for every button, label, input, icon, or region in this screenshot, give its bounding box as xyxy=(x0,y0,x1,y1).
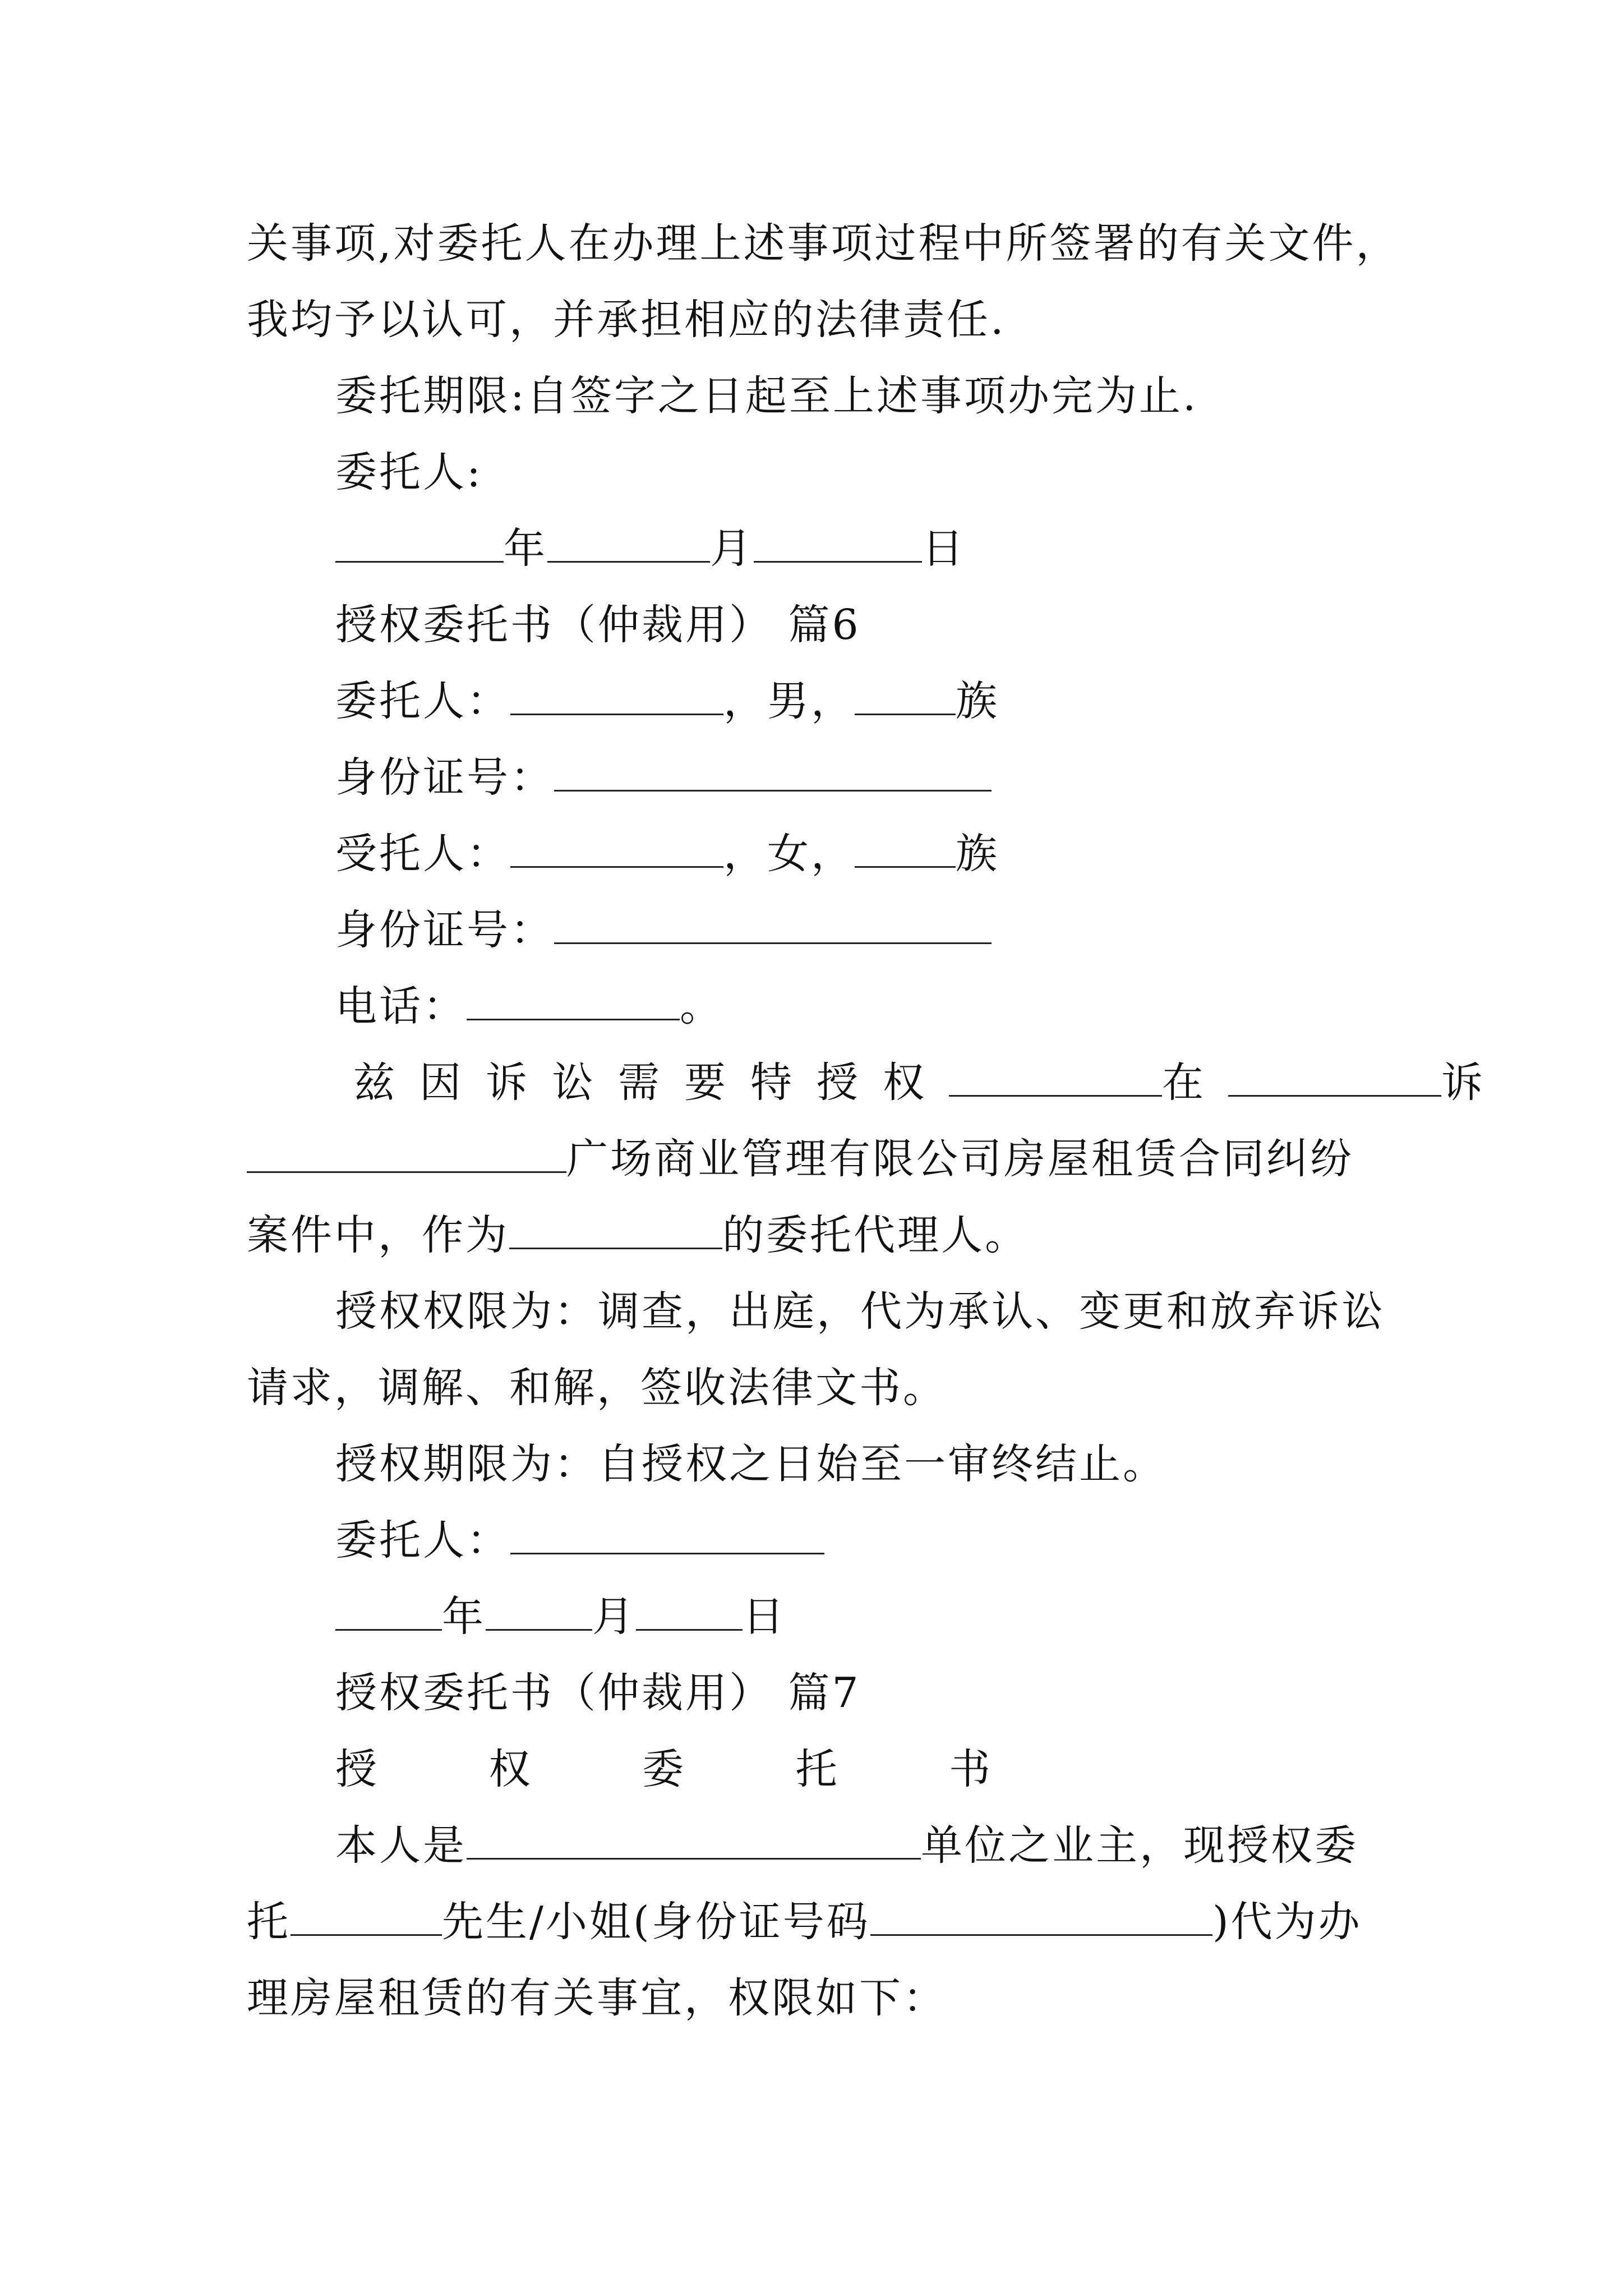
year-label: 年 xyxy=(504,524,547,573)
role-blank xyxy=(509,1214,722,1249)
id-blank xyxy=(554,909,992,944)
id-blank xyxy=(870,1901,1212,1936)
text: 身份证号： xyxy=(335,753,554,802)
agent-name-blank xyxy=(291,1901,442,1936)
text: 兹因诉讼需要特授权 xyxy=(353,1059,949,1107)
year-label: 年 xyxy=(442,1593,486,1641)
ethnicity-blank xyxy=(855,680,956,715)
id-blank xyxy=(554,756,992,792)
text: 托 xyxy=(247,1898,291,1946)
text: 授权委托书（仲裁用） 篇7 xyxy=(335,1669,861,1717)
text: 族 xyxy=(956,677,999,725)
paragraph-line xyxy=(247,1125,1623,1193)
date-line xyxy=(335,515,1623,582)
text: 授权委托书（仲裁用） 篇6 xyxy=(335,601,861,649)
paragraph-line xyxy=(247,1964,1623,2032)
day-blank xyxy=(636,1595,743,1631)
day-blank xyxy=(754,527,922,563)
text: 请求，调解、和解，签收法律文书。 xyxy=(247,1364,947,1412)
paragraph-line xyxy=(353,1049,1623,1116)
agent-line xyxy=(335,820,1623,887)
text: 授 权 委 托 书 xyxy=(335,1745,1040,1793)
day-label: 日 xyxy=(922,524,966,573)
paragraph-line xyxy=(335,1430,1623,1498)
paragraph-line xyxy=(247,1202,1623,1269)
text: 诉 xyxy=(1441,1059,1507,1107)
text: ，男， xyxy=(723,677,855,725)
text: 我均予以认可，并承担相应的法律责任. xyxy=(247,296,1006,344)
month-label: 月 xyxy=(710,524,754,573)
text: 电话： xyxy=(335,982,467,1030)
id-number-line xyxy=(335,744,1623,811)
section-heading xyxy=(335,591,1623,659)
year-blank xyxy=(335,527,504,563)
text: 理房屋租赁的有关事宜，权限如下： xyxy=(247,1974,947,2022)
text: )代为办 xyxy=(1212,1898,1362,1946)
text: 委托人： xyxy=(335,1516,510,1565)
agent-blank xyxy=(949,1061,1162,1097)
principal-line xyxy=(335,668,1623,735)
ethnicity-blank xyxy=(855,832,956,868)
text: 授权权限为：调查，出庭，代为承认、变更和放弃诉讼 xyxy=(335,1287,1385,1336)
principal-signature-line xyxy=(335,1507,1623,1574)
month-blank xyxy=(547,527,710,563)
principal-label xyxy=(335,439,1623,506)
entrust-period-line xyxy=(335,362,1623,430)
paragraph-line xyxy=(335,1812,1623,1879)
text: 族 xyxy=(956,830,999,878)
text: 案件中，作为 xyxy=(247,1211,509,1259)
month-blank xyxy=(486,1595,592,1631)
text: 先生/小姐(身份证号码 xyxy=(442,1898,870,1946)
name-blank xyxy=(510,832,723,868)
phone-blank xyxy=(467,985,680,1020)
text: ，女， xyxy=(723,830,855,878)
name-blank xyxy=(510,680,723,715)
paragraph-line xyxy=(335,1278,1623,1345)
document-title xyxy=(335,1736,1623,1803)
year-blank xyxy=(335,1595,442,1631)
paragraph-line xyxy=(247,210,1623,277)
text: 的委托代理人。 xyxy=(722,1211,1029,1259)
text: 关事项,对委托人在办理上述事项过程中所签署的有关文件， xyxy=(247,219,1400,268)
paragraph-line xyxy=(247,1354,1623,1421)
text: 委托人: xyxy=(335,448,483,496)
section-heading xyxy=(335,1659,1623,1727)
signature-blank xyxy=(510,1519,824,1554)
text: 单位之业主，现授权委 xyxy=(921,1821,1358,1870)
text: 委托期限:自签字之日起至上述事项办完为止. xyxy=(335,372,1198,420)
text: 授权期限为：自授权之日始至一审终结止。 xyxy=(335,1440,1166,1488)
text: 受托人： xyxy=(335,830,510,878)
paragraph-line xyxy=(247,286,1623,353)
paragraph-line xyxy=(247,1888,1623,1955)
text: 在 xyxy=(1162,1059,1228,1107)
unit-blank xyxy=(467,1824,921,1860)
phone-line xyxy=(335,973,1623,1040)
text: 广场商业管理有限公司房屋租赁合同纠纷 xyxy=(566,1135,1354,1183)
day-label: 日 xyxy=(743,1593,786,1641)
text: 。 xyxy=(680,982,723,1030)
date-line xyxy=(335,1583,1623,1650)
court-blank xyxy=(1228,1061,1441,1097)
id-number-line xyxy=(335,896,1623,964)
text: 本人是 xyxy=(335,1821,467,1870)
text: 身份证号： xyxy=(335,906,554,954)
month-label: 月 xyxy=(592,1593,636,1641)
party-blank xyxy=(247,1138,566,1173)
text: 委托人： xyxy=(335,677,510,725)
